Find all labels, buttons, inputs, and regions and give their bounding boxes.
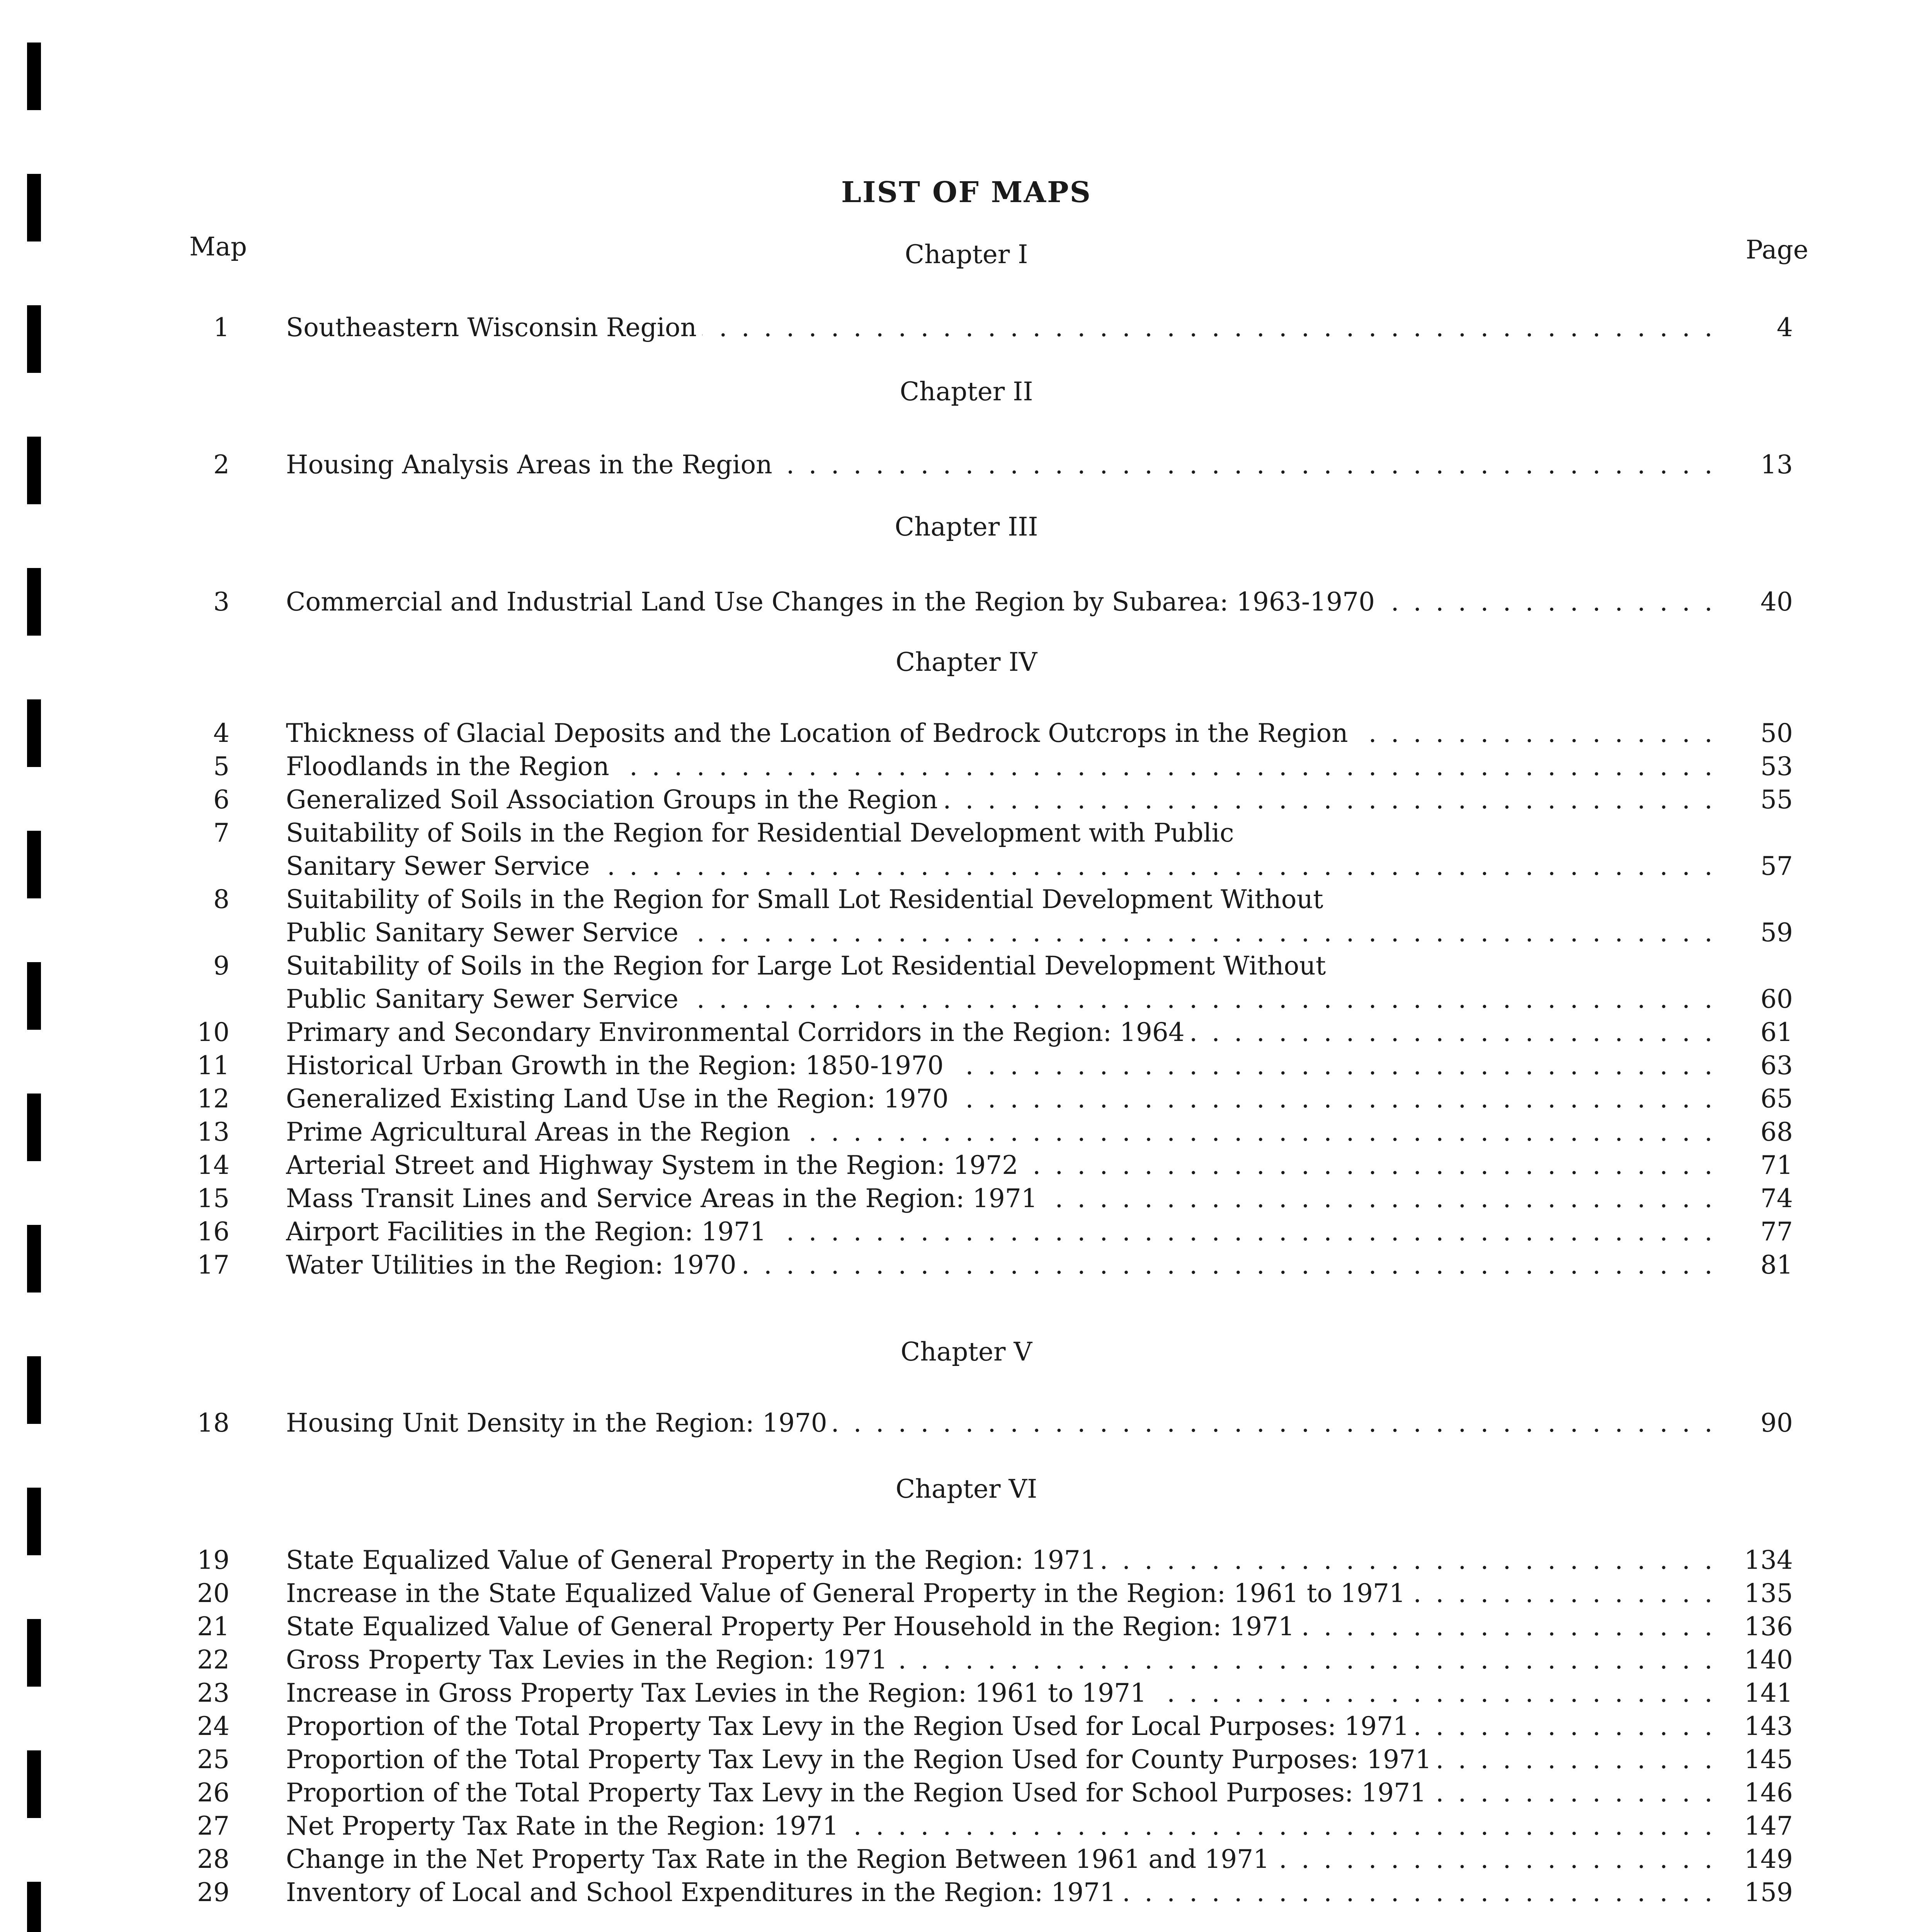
page-number: 74 [1760, 1184, 1793, 1213]
map-title-line [286, 1149, 1716, 1182]
map-number: 15 [197, 1184, 230, 1213]
map-title-line [286, 311, 1716, 344]
toc-entry [0, 1776, 1932, 1810]
toc-entry [0, 1116, 1932, 1149]
map-title-text: Airport Facilities in the Region: 1971 [286, 1217, 772, 1247]
toc-entry [0, 311, 1932, 344]
toc-entry [0, 1577, 1932, 1610]
toc-entry [0, 949, 1932, 1016]
map-number: 10 [197, 1017, 230, 1047]
toc-entry [0, 1876, 1932, 1909]
map-title-line [286, 1406, 1716, 1440]
page-number: 134 [1744, 1545, 1793, 1575]
toc-entry [0, 1049, 1932, 1082]
map-number: 22 [197, 1645, 230, 1675]
map-title-text: Commercial and Industrial Land Use Changes in the Region by Subarea: 1963-1970 [286, 587, 1380, 617]
map-title-text: Public Sanitary Sewer Service [286, 984, 684, 1014]
binding-mark [27, 43, 41, 110]
map-number: 20 [197, 1578, 230, 1608]
map-title-text: Prime Agricultural Areas in the Region [286, 1117, 796, 1147]
map-number: 4 [213, 718, 230, 748]
map-number: 11 [197, 1051, 230, 1080]
map-title-line [286, 585, 1716, 619]
page-number: 71 [1760, 1150, 1793, 1180]
page-number: 50 [1760, 718, 1793, 748]
map-title-line [286, 883, 1716, 916]
map-number: 14 [197, 1150, 230, 1180]
chapter-heading: Chapter I [905, 240, 1028, 269]
map-title-text: Generalized Soil Association Groups in the Region [286, 785, 943, 815]
map-title-line [286, 1743, 1716, 1776]
toc-entry [0, 1248, 1932, 1282]
map-title-text: Increase in Gross Property Tax Levies in the Region: 1961 to 1971 [286, 1678, 1152, 1708]
map-title-text: Historical Urban Growth in the Region: 1850-1970 [286, 1051, 949, 1080]
page-number: 61 [1760, 1017, 1793, 1047]
toc-entry [0, 1677, 1932, 1710]
page-number: 63 [1760, 1051, 1793, 1080]
toc-entry [0, 750, 1932, 783]
toc-entry [0, 816, 1932, 883]
page-number: 149 [1744, 1844, 1793, 1874]
page-number: 77 [1760, 1217, 1793, 1247]
page-number: 135 [1744, 1578, 1793, 1608]
page-number: 145 [1744, 1745, 1793, 1774]
map-title-text: Water Utilities in the Region: 1970 [286, 1250, 742, 1280]
map-title-line [286, 1810, 1716, 1843]
toc-entry [0, 448, 1932, 481]
page-number: 68 [1760, 1117, 1793, 1147]
map-title-line [286, 1544, 1716, 1577]
map-number: 27 [197, 1811, 230, 1841]
page-number: 147 [1744, 1811, 1793, 1841]
toc-entry [0, 1810, 1932, 1843]
page-number: 159 [1744, 1878, 1793, 1907]
page-column-header: Page [1745, 235, 1808, 265]
map-number: 18 [197, 1408, 230, 1438]
map-number: 2 [213, 450, 230, 480]
toc-entry [0, 1016, 1932, 1049]
toc-entry [0, 1710, 1932, 1743]
map-title-text: Arterial Street and Highway System in the Region: 1972 [286, 1150, 1024, 1180]
chapter-heading: Chapter VI [895, 1474, 1037, 1504]
page-number: 141 [1744, 1678, 1793, 1708]
map-title-line [286, 1776, 1716, 1810]
map-title-line [286, 1182, 1716, 1215]
page-number: 81 [1760, 1250, 1793, 1280]
map-title-text: Proportion of the Total Property Tax Levy in the Region Used for County Purposes: 1971 [286, 1745, 1437, 1774]
page-number: 59 [1760, 918, 1793, 947]
map-number: 23 [197, 1678, 230, 1708]
map-title-text: Net Property Tax Rate in the Region: 1971 [286, 1811, 844, 1841]
toc-entry [0, 783, 1932, 816]
map-title-text: Housing Unit Density in the Region: 1970 [286, 1408, 833, 1438]
map-title-text: State Equalized Value of General Property Per Household in the Region: 1971 [286, 1612, 1300, 1641]
chapter-heading: Chapter IV [895, 647, 1037, 677]
map-number: 26 [197, 1778, 230, 1808]
map-number: 5 [213, 752, 230, 781]
toc-entry [0, 1643, 1932, 1677]
map-title-text: Sanitary Sewer Service [286, 851, 595, 881]
map-title-text: Public Sanitary Sewer Service [286, 918, 684, 947]
map-number: 1 [213, 313, 230, 342]
map-column-header: Map [189, 232, 247, 262]
map-number: 13 [197, 1117, 230, 1147]
map-title-text: Southeastern Wisconsin Region [286, 313, 702, 342]
page-number: 146 [1744, 1778, 1793, 1808]
page-number: 60 [1760, 984, 1793, 1014]
map-title-text: Proportion of the Total Property Tax Levy in the Region Used for Local Purposes: 1971 [286, 1711, 1415, 1741]
map-title-line [286, 850, 1716, 883]
toc-entry [0, 1182, 1932, 1215]
map-title-line [286, 1876, 1716, 1909]
map-number: 24 [197, 1711, 230, 1741]
toc-entry [0, 1082, 1932, 1116]
map-title-line [286, 1016, 1716, 1049]
map-number: 8 [213, 884, 230, 914]
map-title-line [286, 717, 1716, 750]
page-number: 53 [1760, 752, 1793, 781]
page-number: 143 [1744, 1711, 1793, 1741]
map-title-text: Thickness of Glacial Deposits and the Location of Bedrock Outcrops in the Region [286, 718, 1354, 748]
map-title-text: Proportion of the Total Property Tax Levy in the Region Used for School Purposes: 1971 [286, 1778, 1432, 1808]
map-title-line [286, 1248, 1716, 1282]
map-number: 28 [197, 1844, 230, 1874]
toc-entry [0, 1544, 1932, 1577]
map-title-line [286, 1049, 1716, 1082]
page-number: 40 [1760, 587, 1793, 617]
map-title-text: Gross Property Tax Levies in the Region: 1971 [286, 1645, 893, 1675]
page-number: 55 [1760, 785, 1793, 815]
page-number: 136 [1744, 1612, 1793, 1641]
map-title-line [286, 1215, 1716, 1248]
map-title-line [286, 1677, 1716, 1710]
map-number: 3 [213, 587, 230, 617]
toc-entry [0, 1406, 1932, 1440]
chapter-heading: Chapter V [900, 1337, 1032, 1367]
map-title-line [286, 1710, 1716, 1743]
page-number: 13 [1760, 450, 1793, 480]
map-title-line [286, 750, 1716, 783]
page-number: 65 [1760, 1084, 1793, 1114]
map-title-line [286, 1082, 1716, 1116]
map-title-text: Inventory of Local and School Expenditures in the Region: 1971 [286, 1878, 1121, 1907]
map-number: 16 [197, 1217, 230, 1247]
map-title-text: Generalized Existing Land Use in the Region: 1970 [286, 1084, 954, 1114]
map-number: 6 [213, 785, 230, 815]
map-title-text: Mass Transit Lines and Service Areas in the Region: 1971 [286, 1184, 1043, 1213]
map-title-line [286, 1843, 1716, 1876]
toc-entry [0, 717, 1932, 750]
map-title-text: Suitability of Soils in the Region for Small Lot Residential Development Without [286, 884, 1329, 914]
map-title-line [286, 916, 1716, 949]
map-title-text: Floodlands in the Region [286, 752, 615, 781]
toc-entry [0, 1743, 1932, 1776]
map-title-text: Increase in the State Equalized Value of General Property in the Region: 1961 to 1971 [286, 1578, 1411, 1608]
toc-entry [0, 1149, 1932, 1182]
page-number: 4 [1777, 313, 1793, 342]
map-title-line [286, 1577, 1716, 1610]
toc-entry [0, 883, 1932, 949]
map-title-line [286, 1643, 1716, 1677]
chapter-heading: Chapter III [895, 512, 1038, 542]
toc-entry [0, 1610, 1932, 1643]
map-title-text: Housing Analysis Areas in the Region [286, 450, 778, 480]
chapter-heading: Chapter II [900, 377, 1033, 406]
map-title-text: Suitability of Soils in the Region for Large Lot Residential Development Without [286, 951, 1331, 981]
map-title-text: Suitability of Soils in the Region for Residential Development with Public [286, 818, 1240, 848]
map-number: 9 [213, 951, 230, 981]
map-title-line [286, 783, 1716, 816]
page-title: LIST OF MAPS [841, 176, 1092, 209]
map-title-text: State Equalized Value of General Property in the Region: 1971 [286, 1545, 1102, 1575]
map-number: 7 [213, 818, 230, 848]
map-title-line [286, 448, 1716, 481]
page-number: 57 [1760, 851, 1793, 881]
map-number: 17 [197, 1250, 230, 1280]
toc-entry [0, 1215, 1932, 1248]
toc-entry [0, 1843, 1932, 1876]
toc-entry [0, 585, 1932, 619]
map-number: 29 [197, 1878, 230, 1907]
page-number: 90 [1760, 1408, 1793, 1438]
map-number: 21 [197, 1612, 230, 1641]
map-number: 19 [197, 1545, 230, 1575]
map-title-line [286, 1610, 1716, 1643]
map-title-line [286, 983, 1716, 1016]
map-title-line [286, 1116, 1716, 1149]
page-number: 140 [1744, 1645, 1793, 1675]
map-title-line [286, 816, 1716, 850]
map-number: 25 [197, 1745, 230, 1774]
map-title-text: Primary and Secondary Environmental Corridors in the Region: 1964 [286, 1017, 1190, 1047]
map-title-text: Change in the Net Property Tax Rate in the Region Between 1961 and 1971 [286, 1844, 1275, 1874]
map-number: 12 [197, 1084, 230, 1114]
map-title-line [286, 949, 1716, 983]
